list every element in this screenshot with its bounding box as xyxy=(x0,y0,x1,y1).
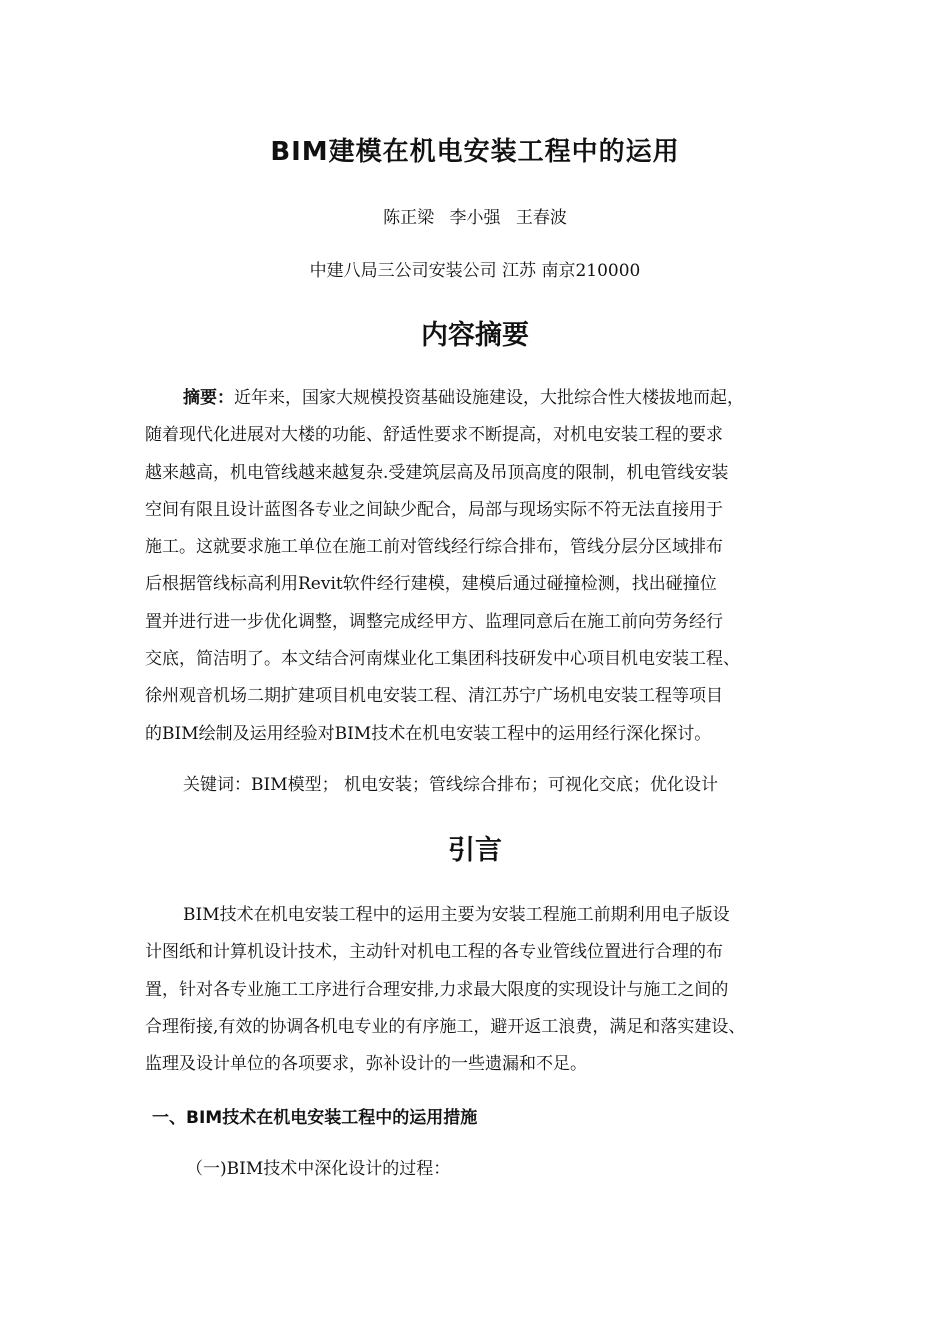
intro-heading: 引言 xyxy=(448,835,502,866)
keywords: 关键词：BIM模型； 机电安装；管线综合排布；可视化交底；优化设计 xyxy=(183,775,719,795)
intro-line: 置，针对各专业施工工序进行合理安排,力求最大限度的实现设计与施工之间的 xyxy=(145,979,729,1000)
paper-title: BIM建模在机电安装工程中的运用 xyxy=(270,137,680,167)
abstract-line: 置并进行进一步优化调整，调整完成经甲方、监理同意后在施工前向劳务经行 xyxy=(145,611,723,632)
intro-line: 监理及设计单位的各项要求，弥补设计的一些遗漏和不足。 xyxy=(145,1054,587,1075)
abstract-label: 摘要： xyxy=(183,388,234,408)
abstract-line: 交底，简洁明了。本文结合河南煤业化工集团科技研发中心项目机电安装工程、 xyxy=(145,649,740,670)
author-list: 陈正梁 李小强 王春波 xyxy=(383,208,567,228)
section-heading: 一、BIM技术在机电安装工程中的运用措施 xyxy=(152,1108,478,1128)
intro-line: 合理衔接,有效的协调各机电专业的有序施工，避开返工浪费，满足和落实建设、 xyxy=(145,1016,746,1037)
intro-paragraph xyxy=(145,897,825,1083)
abstract-paragraph xyxy=(145,380,825,753)
affiliation: 中建八局三公司安装公司 江苏 南京210000 xyxy=(309,261,641,281)
abstract-line: 空间有限且设计蓝图各专业之间缺少配合，局部与现场实际不符无法直接用于 xyxy=(145,499,723,520)
abstract-line: 施工。这就要求施工单位在施工前对管线经行综合排布，管线分层分区域排布 xyxy=(145,537,723,558)
abstract-heading: 内容摘要 xyxy=(421,320,529,351)
intro-line: BIM技术在机电安装工程中的运用主要为安装工程施工前期利用电子版设 xyxy=(183,905,730,925)
abstract-line: 后根据管线标高利用Revit软件经行建模，建模后通过碰撞检测，找出碰撞位 xyxy=(145,574,717,595)
intro-line: 计图纸和计算机设计技术，主动针对机电工程的各专业管线位置进行合理的布 xyxy=(145,942,723,963)
abstract-line: 徐州观音机场二期扩建项目机电安装工程、清江苏宁广场机电安装工程等项目 xyxy=(145,686,723,707)
abstract-text: 近年来，国家大规模投资基础设施建设，大批综合性大楼拔地而起， xyxy=(234,388,744,408)
abstract-line: 越来越高，机电管线越来越复杂.受建筑层高及吊顶高度的限制，机电管线安装 xyxy=(145,462,729,483)
abstract-line: 随着现代化进展对大楼的功能、舒适性要求不断提高，对机电安装工程的要求 xyxy=(145,425,723,446)
subsection-heading: （一)BIM技术中深化设计的过程： xyxy=(186,1159,451,1179)
abstract-line: 的BIM绘制及运用经验对BIM技术在机电安装工程中的运用经行深化探讨。 xyxy=(145,723,712,744)
abstract-line xyxy=(145,380,825,417)
